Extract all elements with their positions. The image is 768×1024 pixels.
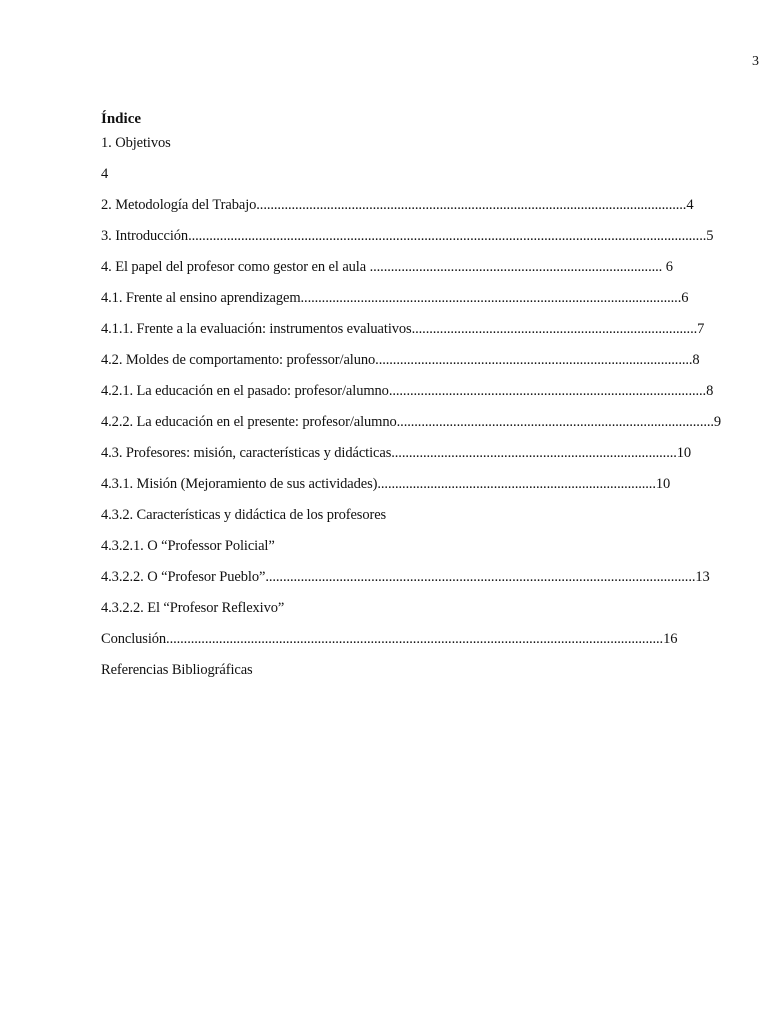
toc-entry-profesor-pueblo: 4.3.2.2. O “Profesor Pueblo”..........................................................................................................................13	[101, 569, 710, 585]
toc-entry-evaluacion: 4.1.1. Frente a la evaluación: instrumentos evaluativos.................................................................................7	[101, 321, 705, 337]
toc-entry-caracteristicas: 4.3.2. Características y didáctica de los profesores	[101, 507, 387, 523]
toc-entry-metodologia: 2. Metodología del Trabajo..........................................................................................................................4	[101, 197, 694, 213]
toc-entry-introduccion: 3. Introducción...................................................................................................................................................5	[101, 228, 714, 244]
toc-entry-ensino-aprendizagem: 4.1. Frente al ensino aprendizagem............................................................................................................6	[101, 290, 689, 306]
toc-entry-profesor-reflexivo: 4.3.2.2. El “Profesor Reflexivo”	[101, 600, 285, 616]
toc-entry-conclusion: Conclusión.............................................................................................................................................16	[101, 631, 678, 647]
table-of-contents	[101, 110, 768, 692]
toc-entry-papel-profesor: 4. El papel del profesor como gestor en el aula ................................................................................... 6	[101, 259, 673, 275]
toc-entry-objetivos: 1. Objetivos	[101, 135, 171, 151]
toc-title: Índice	[101, 111, 142, 127]
toc-entry-objetivos-page: 4	[101, 166, 109, 182]
toc-entry-professor-policial: 4.3.2.1. O “Professor Policial”	[101, 538, 275, 554]
toc-entry-profesores-mision: 4.3. Profesores: misión, características y didácticas.................................................................................10	[101, 445, 692, 461]
toc-entry-mision: 4.3.1. Misión (Mejoramiento de sus actividades)...............................................................................10	[101, 476, 671, 492]
toc-entry-educacion-presente: 4.2.2. La educación en el presente: profesor/alumno..........................................................................................9	[101, 414, 722, 430]
toc-entry-referencias: Referencias Bibliográficas	[101, 662, 253, 678]
toc-entry-moldes-comportamento: 4.2. Moldes de comportamento: professor/aluno..........................................................................................8	[101, 352, 700, 368]
toc-entry-educacion-pasado: 4.2.1. La educación en el pasado: profesor/alumno..........................................................................................8	[101, 383, 714, 399]
page-number: 3	[752, 54, 759, 69]
